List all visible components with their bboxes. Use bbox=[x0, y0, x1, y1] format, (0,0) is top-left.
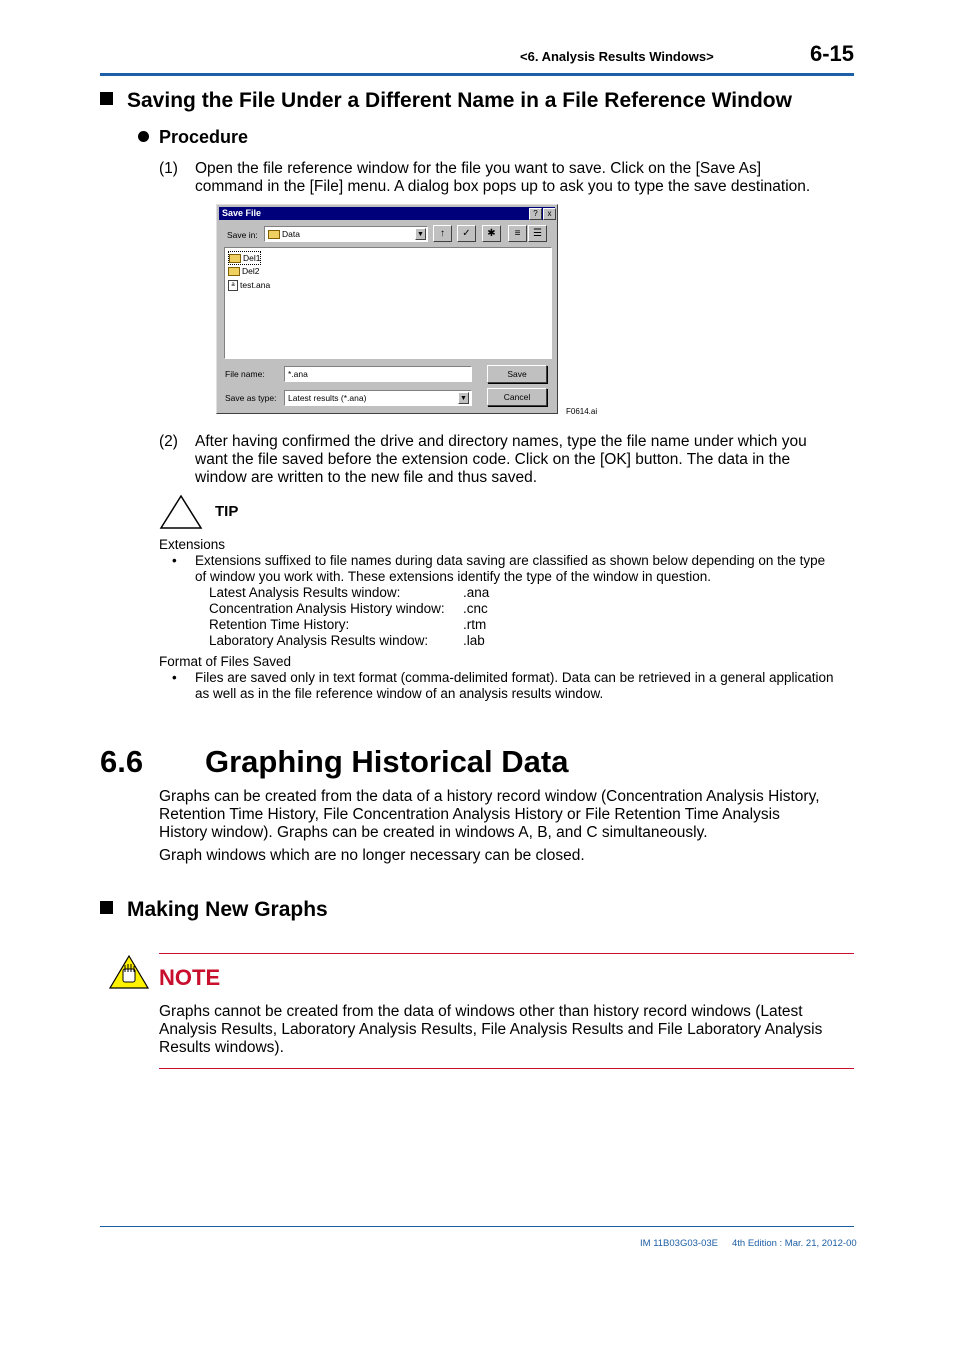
heading-making-new-graphs bbox=[100, 898, 328, 922]
save-file-dialog bbox=[216, 204, 558, 414]
bullet-icon: • bbox=[172, 670, 177, 685]
list-item[interactable] bbox=[228, 279, 270, 291]
file-list[interactable] bbox=[224, 247, 552, 359]
format-line-2: as well as in the file reference window of an analysis results window. bbox=[195, 686, 604, 701]
note-top-rule bbox=[159, 953, 854, 954]
cancel-button[interactable]: Cancel bbox=[487, 388, 547, 406]
tip-triangle-icon bbox=[159, 494, 203, 530]
file-icon: a bbox=[228, 280, 238, 291]
note-line-3: Results windows). bbox=[159, 1039, 284, 1056]
table-row bbox=[209, 585, 490, 601]
list-item[interactable] bbox=[228, 265, 259, 277]
folder-icon bbox=[268, 230, 280, 239]
extensions-heading: Extensions bbox=[159, 537, 226, 552]
section-66-paragraph-1 bbox=[159, 788, 859, 842]
footer-edition: 4th Edition : Mar. 21, 2012-00 bbox=[732, 1238, 857, 1249]
list-item[interactable] bbox=[228, 251, 261, 265]
extension-code: .cnc bbox=[463, 601, 488, 616]
note-text bbox=[159, 1003, 859, 1057]
note-line-2: Analysis Results, Laboratory Analysis Results, File Analysis Results and File Laboratory Analysis bbox=[159, 1021, 823, 1038]
save-as-type-label: Save as type: bbox=[225, 393, 277, 403]
procedure-heading-text: Procedure bbox=[159, 127, 249, 147]
note-bottom-rule bbox=[159, 1068, 854, 1069]
para1-line-3: History window). Graphs can be created in windows A, B, and C simultaneously. bbox=[159, 824, 708, 841]
step-text-1 bbox=[195, 160, 855, 196]
dialog-title: Save File bbox=[222, 208, 262, 218]
folder-icon bbox=[228, 267, 240, 276]
save-as-type-arrow-icon[interactable]: ▼ bbox=[458, 392, 469, 404]
table-row bbox=[209, 633, 485, 649]
format-line-1: Files are saved only in text format (comma-delimited format). Data can be retrieved in a general application bbox=[195, 670, 834, 685]
dialog-titlebar bbox=[219, 207, 555, 220]
step-1-line-2: command in the [File] menu. A dialog box pops up to ask you to type the save destination. bbox=[195, 178, 811, 195]
up-one-level-icon[interactable]: ↑ bbox=[433, 225, 452, 242]
file-name-text: test.ana bbox=[240, 280, 271, 290]
table-row bbox=[209, 601, 488, 617]
bullet-icon: • bbox=[172, 553, 177, 568]
table-row bbox=[209, 617, 487, 633]
close-button[interactable]: x bbox=[543, 208, 556, 220]
new-folder-icon[interactable]: ✱ bbox=[482, 225, 501, 242]
step-number-2: (2) bbox=[159, 433, 178, 450]
desktop-icon[interactable]: ✓ bbox=[457, 225, 476, 242]
section-title: Graphing Historical Data bbox=[205, 744, 569, 779]
extensions-text bbox=[195, 553, 855, 585]
step-1-line-1: Open the file reference window for the file you want to save. Click on the [Save As] bbox=[195, 160, 762, 177]
header-rule bbox=[100, 73, 854, 76]
extension-code: .rtm bbox=[463, 617, 487, 632]
format-heading: Format of Files Saved bbox=[159, 654, 292, 669]
footer-rule bbox=[100, 1226, 854, 1227]
save-button[interactable]: Save bbox=[487, 365, 547, 383]
step-2-line-2: want the file saved before the extension code. Click on the [OK] button. The data in the bbox=[195, 451, 791, 468]
save-in-label: Save in: bbox=[227, 230, 258, 240]
extensions-line-1: Extensions suffixed to file names during data saving are classified as shown below depending on the type bbox=[195, 553, 826, 568]
file-name-text: Del2 bbox=[242, 266, 260, 276]
extension-window: Latest Analysis Results window: bbox=[209, 585, 401, 600]
hand-caution-icon bbox=[108, 954, 150, 990]
save-in-dropdown-arrow-icon[interactable]: ▼ bbox=[415, 228, 426, 240]
note-label: NOTE bbox=[159, 965, 221, 990]
running-header-section: <6. Analysis Results Windows> bbox=[520, 49, 714, 64]
save-in-dropdown[interactable] bbox=[264, 226, 428, 242]
extensions-table bbox=[209, 585, 490, 649]
section-title-saving: Saving the File Under a Different Name in a File Reference Window bbox=[127, 89, 792, 112]
step-text-2 bbox=[195, 433, 855, 487]
step-2-line-3: window are written to the new file and thus saved. bbox=[195, 469, 538, 486]
para1-line-2: Retention Time History, File Concentration Analysis History or File Retention Time Analysis bbox=[159, 806, 780, 823]
extension-window: Laboratory Analysis Results window: bbox=[209, 633, 429, 648]
circle-bullet-icon bbox=[138, 131, 149, 142]
save-in-value: Data bbox=[282, 229, 300, 239]
procedure-heading bbox=[138, 127, 248, 148]
square-bullet-icon bbox=[100, 901, 113, 914]
heading-making-new-graphs-text: Making New Graphs bbox=[127, 898, 328, 921]
section-heading-saving bbox=[100, 89, 792, 113]
extension-code: .lab bbox=[463, 633, 485, 648]
format-text bbox=[195, 670, 855, 702]
extension-window: Concentration Analysis History window: bbox=[209, 601, 445, 616]
square-bullet-icon bbox=[100, 92, 113, 105]
help-button[interactable]: ? bbox=[529, 208, 542, 220]
section-66-paragraph-2: Graph windows which are no longer necessary can be closed. bbox=[159, 847, 585, 864]
extensions-line-2: of window you work with. These extensions identify the type of the window in question. bbox=[195, 569, 712, 584]
para1-line-1: Graphs can be created from the data of a history record window (Concentration Analysis History, bbox=[159, 788, 820, 805]
figure-id: F0614.ai bbox=[566, 407, 598, 416]
section-number: 6.6 bbox=[100, 744, 144, 779]
tip-label: TIP bbox=[215, 503, 239, 520]
save-as-type-dropdown[interactable]: Latest results (*.ana) bbox=[284, 390, 472, 406]
folder-icon bbox=[229, 254, 241, 263]
list-view-icon[interactable]: ≡ bbox=[508, 225, 527, 242]
extension-window: Retention Time History: bbox=[209, 617, 350, 632]
note-line-1: Graphs cannot be created from the data of windows other than history record windows (Latest bbox=[159, 1003, 803, 1020]
file-name-label: File name: bbox=[225, 369, 265, 379]
details-view-icon[interactable]: ☰ bbox=[528, 225, 547, 242]
file-name-text: Del1 bbox=[243, 253, 261, 263]
step-2-line-1: After having confirmed the drive and directory names, type the file name under which you bbox=[195, 433, 807, 450]
page-number: 6-15 bbox=[810, 41, 855, 66]
footer-doc-id: IM 11B03G03-03E bbox=[640, 1238, 718, 1249]
step-number-1: (1) bbox=[159, 160, 178, 177]
extension-code: .ana bbox=[463, 585, 490, 600]
file-name-field[interactable]: *.ana bbox=[284, 366, 472, 382]
